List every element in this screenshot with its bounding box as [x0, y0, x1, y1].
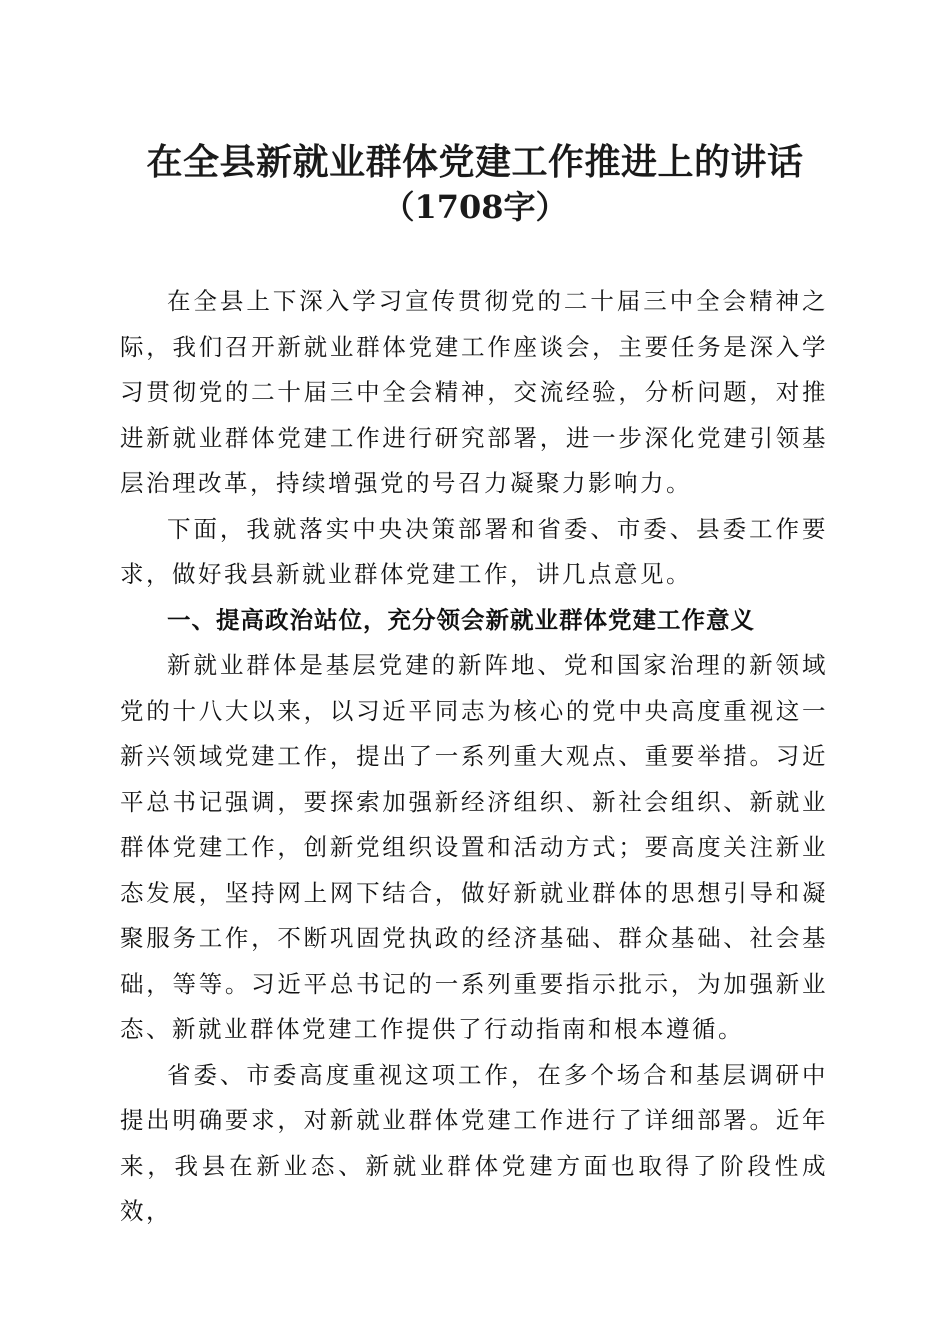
document-word-count: （1708字） [382, 188, 568, 226]
section-heading-1: 一、提高政治站位，充分领会新就业群体党建工作意义 [167, 605, 755, 634]
document-title: 在全县新就业群体党建工作推进上的讲话 [146, 141, 804, 183]
paragraph-intro: 在全县上下深入学习宣传贯彻党的二十届三中全会精神之际，我们召开新就业群体党建工作座谈会，主要任务是深入学习贯彻党的二十届三中全会精神，交流经验，分析问题，对推进新就业群体党建工作进行研究部署，进一步深化党建引领基层治理改革，持续增强党的号召力凝聚力影响力。 [120, 287, 828, 497]
document-body [120, 279, 828, 1235]
paragraph-section-1: 新就业群体是基层党建的新阵地、党和国家治理的新领域党的十八大以来，以习近平同志为核心的党中央高度重视这一新兴领域党建工作，提出了一系列重大观点、重要举措。习近平总书记强调，要探索加强新经济组织、新社会组织、新就业群体党建工作，创新党组织设置和活动方式；要高度关注新业态发展，坚持网上网下结合，做好新就业群体的思想引导和凝聚服务工作，不断巩固党执政的经济基础、群众基础、社会基础，等等。习近平总书记的一系列重要指示批示，为加强新业态、新就业群体党建工作提供了行动指南和根本遵循。 [120, 651, 828, 1043]
paragraph-outline: 下面，我就落实中央决策部署和省委、市委、县委工作要求，做好我县新就业群体党建工作，讲几点意见。 [120, 514, 828, 588]
paragraph-section-1-continued: 省委、市委高度重视这项工作，在多个场合和基层调研中提出明确要求，对新就业群体党建工作进行了详细部署。近年来，我县在新业态、新就业群体党建方面也取得了阶段性成效， [120, 1060, 828, 1225]
